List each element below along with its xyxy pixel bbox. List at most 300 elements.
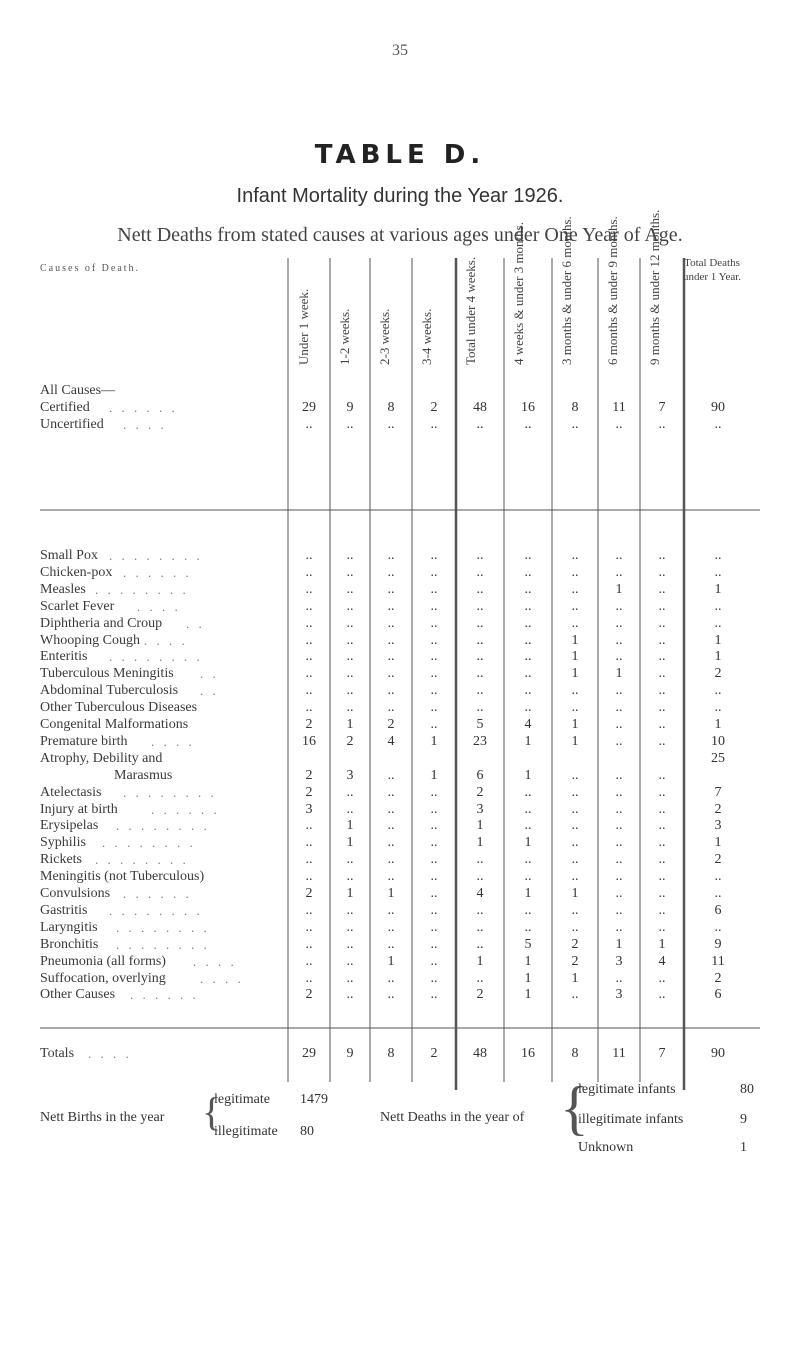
- cell-value: ..: [658, 767, 666, 783]
- cell-value: 1: [524, 970, 532, 986]
- cell-value: 6: [476, 767, 484, 783]
- all-causes-row-label: Uncertified: [40, 417, 104, 432]
- cell-value: ..: [476, 649, 484, 665]
- cell-value: ..: [387, 970, 395, 986]
- cell-value: ..: [346, 581, 354, 597]
- cell-value: 1: [571, 733, 579, 749]
- cause-row-label: Diphtheria and Croup: [40, 615, 163, 631]
- cell-value: ..: [615, 869, 623, 885]
- cell-value: ..: [658, 598, 666, 614]
- cell-value: ..: [615, 919, 623, 935]
- leader-dots: . . . . . .: [123, 564, 192, 580]
- cell-value: 29: [302, 400, 316, 415]
- cell-value: ..: [430, 852, 438, 868]
- brace: {: [560, 1075, 589, 1141]
- cell-value: ..: [476, 548, 484, 563]
- cell-value: ..: [430, 801, 438, 817]
- cell-value: ..: [387, 919, 395, 935]
- column-header: 3-4 weeks.: [419, 308, 434, 365]
- page-number: 35: [392, 42, 408, 59]
- legit-infants-value: 80: [740, 1082, 754, 1097]
- cause-row-label: Erysipelas: [40, 818, 99, 834]
- cell-value: 25: [711, 750, 725, 766]
- leader-dots: . . . . . . . .: [116, 919, 210, 935]
- cell-value: 90: [711, 1046, 725, 1061]
- cell-value: 1: [524, 953, 532, 969]
- cell-value: 2: [714, 970, 722, 986]
- cell-value: ..: [430, 886, 438, 901]
- cell-value: ..: [658, 417, 666, 432]
- cell-value: ..: [430, 869, 438, 885]
- all-causes-label: All Causes—: [40, 383, 116, 398]
- cell-value: 2: [346, 733, 354, 749]
- cell-value: ..: [524, 564, 532, 580]
- cell-value: 1: [615, 666, 623, 682]
- cell-value: ..: [658, 987, 666, 1003]
- leader-dots: . . . . . . . .: [109, 548, 203, 563]
- cell-value: ..: [571, 818, 579, 834]
- cell-value: ..: [571, 852, 579, 868]
- cell-value: ..: [571, 615, 579, 631]
- cell-value: ..: [714, 548, 722, 563]
- all-causes-row-label: Certified: [40, 400, 90, 415]
- cell-value: 23: [473, 733, 487, 749]
- cell-value: ..: [430, 835, 438, 851]
- leader-dots: . .: [200, 666, 219, 682]
- cell-value: ..: [476, 700, 484, 716]
- cell-value: ..: [346, 683, 354, 699]
- illegit-infants-label: illegitimate infants: [578, 1112, 684, 1127]
- cell-value: ..: [387, 902, 395, 918]
- cause-row-label: Other Causes: [40, 987, 116, 1003]
- cell-value: 2: [305, 784, 313, 800]
- cell-value: ..: [615, 700, 623, 716]
- leader-dots: . . . .: [137, 598, 181, 614]
- cell-value: 1: [571, 886, 579, 901]
- cause-row-label: Whooping Cough: [40, 632, 140, 648]
- cause-row-label: Injury at birth: [40, 801, 118, 817]
- cell-value: ..: [305, 649, 313, 665]
- cell-value: 2: [305, 886, 313, 901]
- leader-dots: . . . . . .: [123, 886, 192, 901]
- cell-value: ..: [524, 852, 532, 868]
- cell-value: ..: [714, 683, 722, 699]
- cause-row-label: Laryngitis: [40, 919, 98, 935]
- cell-value: ..: [658, 733, 666, 749]
- cell-value: ..: [430, 717, 438, 732]
- cell-value: 3: [615, 987, 623, 1003]
- cell-value: ..: [387, 564, 395, 580]
- cell-value: ..: [714, 869, 722, 885]
- illegit-infants-value: 9: [740, 1112, 747, 1127]
- cell-value: ..: [615, 970, 623, 986]
- cell-value: ..: [305, 852, 313, 868]
- births-illegit-value: 80: [300, 1124, 314, 1139]
- cell-value: 3: [476, 801, 484, 817]
- cell-value: 1: [524, 987, 532, 1003]
- cell-value: ..: [615, 784, 623, 800]
- cell-value: ..: [346, 666, 354, 682]
- cell-value: ..: [524, 919, 532, 935]
- cell-value: ..: [387, 936, 395, 952]
- cell-value: 1: [387, 886, 395, 901]
- cell-value: ..: [476, 598, 484, 614]
- cell-value: ..: [387, 987, 395, 1003]
- cell-value: 3: [615, 953, 623, 969]
- cell-value: ..: [658, 818, 666, 834]
- cell-value: ..: [524, 666, 532, 682]
- cell-value: ..: [476, 615, 484, 631]
- cell-value: ..: [615, 767, 623, 783]
- cell-value: 1: [430, 767, 438, 783]
- cell-value: ..: [524, 649, 532, 665]
- cell-value: 1: [346, 886, 354, 901]
- leader-dots: . . . . . . . .: [116, 936, 210, 952]
- cause-row-label: Marasmus: [114, 767, 173, 783]
- leader-dots: . . . . . . . .: [95, 852, 189, 868]
- cell-value: 10: [711, 733, 725, 749]
- cell-value: 1: [571, 717, 579, 732]
- cell-value: ..: [476, 919, 484, 935]
- cell-value: 1: [524, 733, 532, 749]
- cell-value: 2: [571, 936, 579, 952]
- cell-value: ..: [571, 683, 579, 699]
- cell-value: ..: [476, 936, 484, 952]
- cell-value: ..: [387, 581, 395, 597]
- cell-value: ..: [387, 649, 395, 665]
- causes-header: Causes of Death.: [40, 263, 141, 274]
- cell-value: ..: [658, 632, 666, 648]
- cell-value: ..: [658, 717, 666, 732]
- cell-value: ..: [615, 902, 623, 918]
- cell-value: ..: [524, 632, 532, 648]
- cell-value: ..: [430, 700, 438, 716]
- cell-value: 2: [430, 400, 438, 415]
- cell-value: ..: [387, 700, 395, 716]
- cell-value: ..: [346, 598, 354, 614]
- cell-value: 1: [524, 835, 532, 851]
- cell-value: 16: [521, 400, 535, 415]
- brace: {: [202, 1089, 222, 1134]
- cell-value: 5: [524, 936, 532, 952]
- cell-value: ..: [658, 581, 666, 597]
- cell-value: ..: [571, 548, 579, 563]
- cause-row-label: Other Tuberculous Diseases: [40, 700, 198, 716]
- cell-value: ..: [476, 970, 484, 986]
- cell-value: 2: [305, 717, 313, 732]
- cell-value: ..: [305, 835, 313, 851]
- cell-value: 48: [473, 1046, 487, 1061]
- cell-value: 90: [711, 400, 725, 415]
- cell-value: ..: [430, 666, 438, 682]
- cell-value: ..: [615, 683, 623, 699]
- leader-dots: . . . . . .: [151, 801, 220, 817]
- cell-value: 1: [524, 886, 532, 901]
- cell-value: ..: [346, 902, 354, 918]
- cell-value: ..: [524, 700, 532, 716]
- cell-value: ..: [615, 818, 623, 834]
- cell-value: ..: [524, 417, 532, 432]
- page-title: Infant Mortality during the Year 1926.: [236, 185, 564, 207]
- leader-dots: . . . .: [144, 632, 188, 648]
- cause-row-label: Abdominal Tuberculosis: [40, 683, 179, 699]
- cell-value: 1: [571, 649, 579, 665]
- cell-value: ..: [346, 784, 354, 800]
- cell-value: 1: [615, 581, 623, 597]
- cell-value: 8: [387, 400, 395, 415]
- cell-value: 1: [476, 835, 484, 851]
- unknown-label: Unknown: [578, 1140, 634, 1155]
- cause-row-label: Atelectasis: [40, 784, 102, 800]
- cell-value: 8: [387, 1046, 395, 1061]
- leader-dots: . . . . . . . .: [109, 649, 203, 665]
- cell-value: ..: [430, 784, 438, 800]
- cell-value: ..: [346, 632, 354, 648]
- cause-row-label: Congenital Malformations: [40, 717, 189, 732]
- cell-value: ..: [305, 581, 313, 597]
- cell-value: ..: [571, 801, 579, 817]
- cell-value: ..: [305, 615, 313, 631]
- cell-value: ..: [305, 818, 313, 834]
- column-header: 6 months & under 9 months.: [605, 216, 620, 365]
- cell-value: ..: [571, 700, 579, 716]
- cell-value: 2: [714, 852, 722, 868]
- cell-value: ..: [571, 767, 579, 783]
- cell-value: 1: [387, 953, 395, 969]
- cell-value: ..: [346, 953, 354, 969]
- cell-value: ..: [387, 548, 395, 563]
- cell-value: ..: [476, 564, 484, 580]
- cell-value: 11: [612, 400, 626, 415]
- cell-value: ..: [305, 936, 313, 952]
- unknown-value: 1: [740, 1140, 747, 1155]
- cell-value: ..: [430, 564, 438, 580]
- cell-value: ..: [346, 919, 354, 935]
- cell-value: ..: [476, 632, 484, 648]
- cell-value: 1: [714, 835, 722, 851]
- cell-value: 2: [387, 717, 395, 732]
- cell-value: 9: [346, 400, 354, 415]
- cell-value: ..: [571, 417, 579, 432]
- cell-value: ..: [571, 919, 579, 935]
- cell-value: ..: [346, 700, 354, 716]
- cell-value: ..: [476, 869, 484, 885]
- cell-value: ..: [387, 869, 395, 885]
- cell-value: ..: [430, 632, 438, 648]
- cell-value: ..: [346, 801, 354, 817]
- cell-value: ..: [714, 564, 722, 580]
- cell-value: ..: [430, 683, 438, 699]
- cell-value: 6: [714, 902, 722, 918]
- cell-value: ..: [658, 970, 666, 986]
- cell-value: 1: [714, 649, 722, 665]
- cell-value: ..: [714, 598, 722, 614]
- cell-value: ..: [305, 666, 313, 682]
- cell-value: 3: [305, 801, 313, 817]
- cell-value: 7: [714, 784, 722, 800]
- cell-value: ..: [305, 564, 313, 580]
- leader-dots: . . . . . . . .: [123, 784, 217, 800]
- cell-value: ..: [430, 548, 438, 563]
- cell-value: ..: [658, 801, 666, 817]
- cell-value: 1: [346, 818, 354, 834]
- column-header: Total under 4 weeks.: [463, 256, 478, 365]
- cell-value: ..: [305, 953, 313, 969]
- cell-value: 7: [658, 400, 666, 415]
- cell-value: ..: [658, 548, 666, 563]
- column-header: Under 1 week.: [296, 288, 311, 365]
- leader-dots: . . . . . . . .: [95, 581, 189, 597]
- cell-value: ..: [524, 818, 532, 834]
- cell-value: 11: [711, 953, 725, 969]
- cell-value: ..: [571, 835, 579, 851]
- cell-value: ..: [714, 417, 722, 432]
- cause-row-label: Enteritis: [40, 649, 88, 665]
- cell-value: ..: [346, 970, 354, 986]
- cause-row-label: Pneumonia (all forms): [40, 953, 166, 969]
- cell-value: 1: [658, 936, 666, 952]
- leader-dots: . . . . . . . .: [102, 835, 196, 851]
- cell-value: ..: [387, 615, 395, 631]
- cell-value: ..: [305, 902, 313, 918]
- leader-dots: . .: [200, 683, 219, 699]
- cell-value: ..: [346, 852, 354, 868]
- deaths-label: Nett Deaths in the year of: [380, 1110, 525, 1125]
- cell-value: ..: [658, 700, 666, 716]
- cell-value: ..: [430, 598, 438, 614]
- cell-value: 2: [476, 784, 484, 800]
- cell-value: ..: [430, 615, 438, 631]
- cell-value: 9: [346, 1046, 354, 1061]
- cell-value: ..: [524, 784, 532, 800]
- cell-value: ..: [658, 869, 666, 885]
- totals-row-label: Totals: [40, 1046, 75, 1061]
- cell-value: ..: [658, 666, 666, 682]
- cell-value: ..: [615, 835, 623, 851]
- cause-row-label: Convulsions: [40, 886, 111, 901]
- total-deaths-header: Total Deaths under 1 Year.: [682, 257, 742, 283]
- cell-value: ..: [387, 683, 395, 699]
- cause-row-label: Tuberculous Meningitis: [40, 666, 174, 682]
- cell-value: 2: [476, 987, 484, 1003]
- cell-value: ..: [346, 869, 354, 885]
- cell-value: ..: [387, 767, 395, 783]
- cell-value: 1: [571, 970, 579, 986]
- cell-value: ..: [658, 919, 666, 935]
- cell-value: ..: [615, 886, 623, 901]
- cell-value: ..: [346, 615, 354, 631]
- cell-value: ..: [714, 919, 722, 935]
- cell-value: 48: [473, 400, 487, 415]
- leader-dots: . . . . . . . .: [116, 818, 210, 834]
- cell-value: ..: [387, 784, 395, 800]
- cell-value: 4: [524, 717, 532, 732]
- cell-value: ..: [524, 902, 532, 918]
- cell-value: ..: [615, 598, 623, 614]
- leader-dots: . . . .: [151, 733, 195, 749]
- cell-value: ..: [430, 919, 438, 935]
- cell-value: ..: [430, 987, 438, 1003]
- leader-dots: . . . . . .: [130, 987, 199, 1003]
- cell-value: 6: [714, 987, 722, 1003]
- births-legit-value: 1479: [300, 1092, 328, 1107]
- cell-value: 4: [658, 953, 666, 969]
- cell-value: ..: [615, 615, 623, 631]
- cell-value: ..: [387, 417, 395, 432]
- births-label: Nett Births in the year: [40, 1110, 165, 1125]
- column-header: 3 months & under 6 months.: [559, 216, 574, 365]
- cause-row-label: Syphilis: [40, 835, 86, 851]
- cell-value: ..: [305, 548, 313, 563]
- cause-row-label: Rickets: [40, 852, 82, 868]
- cell-value: ..: [430, 970, 438, 986]
- cell-value: 1: [571, 632, 579, 648]
- cell-value: 3: [714, 818, 722, 834]
- cell-value: 8: [571, 400, 579, 415]
- leader-dots: . . . .: [88, 1046, 132, 1061]
- cell-value: ..: [387, 852, 395, 868]
- cell-value: ..: [387, 632, 395, 648]
- cell-value: ..: [658, 835, 666, 851]
- cell-value: ..: [615, 733, 623, 749]
- cell-value: 1: [571, 666, 579, 682]
- cell-value: 1: [476, 953, 484, 969]
- cause-row-label: Meningitis (not Tuberculous): [40, 869, 205, 885]
- cell-value: ..: [714, 615, 722, 631]
- births-illegit-label: illegitimate: [214, 1124, 278, 1139]
- cell-value: 1: [615, 936, 623, 952]
- cell-value: ..: [476, 417, 484, 432]
- cell-value: ..: [615, 649, 623, 665]
- cell-value: ..: [430, 902, 438, 918]
- leader-dots: . . . . . . . .: [109, 902, 203, 918]
- cell-value: ..: [658, 564, 666, 580]
- cause-row-label: Chicken-pox: [40, 564, 113, 580]
- births-legit-label: legitimate: [214, 1092, 270, 1107]
- cell-value: ..: [658, 886, 666, 901]
- column-header: 4 weeks & under 3 months.: [511, 222, 526, 365]
- cell-value: 1: [714, 717, 722, 732]
- cell-value: ..: [305, 700, 313, 716]
- cell-value: 29: [302, 1046, 316, 1061]
- cell-value: 1: [714, 632, 722, 648]
- table-label: TABLE D.: [314, 140, 486, 170]
- cell-value: ..: [615, 632, 623, 648]
- cell-value: ..: [305, 632, 313, 648]
- cell-value: 16: [521, 1046, 535, 1061]
- cell-value: ..: [305, 919, 313, 935]
- cell-value: ..: [430, 936, 438, 952]
- cell-value: ..: [387, 598, 395, 614]
- cell-value: ..: [387, 801, 395, 817]
- leader-dots: . .: [186, 615, 205, 631]
- cause-row-label: Bronchitis: [40, 936, 99, 952]
- cell-value: ..: [524, 581, 532, 597]
- leader-dots: . . . .: [200, 970, 244, 986]
- cell-value: ..: [524, 801, 532, 817]
- cause-row-label: Gastritis: [40, 902, 88, 918]
- cell-value: 11: [612, 1046, 626, 1061]
- column-header: 9 months & under 12 months.: [647, 209, 662, 365]
- cell-value: 2: [305, 767, 313, 783]
- cell-value: ..: [305, 683, 313, 699]
- cell-value: ..: [615, 717, 623, 732]
- cell-value: ..: [571, 869, 579, 885]
- cell-value: ..: [658, 649, 666, 665]
- cause-row-label: Suffocation, overlying: [40, 970, 166, 986]
- cell-value: ..: [571, 581, 579, 597]
- cell-value: ..: [346, 417, 354, 432]
